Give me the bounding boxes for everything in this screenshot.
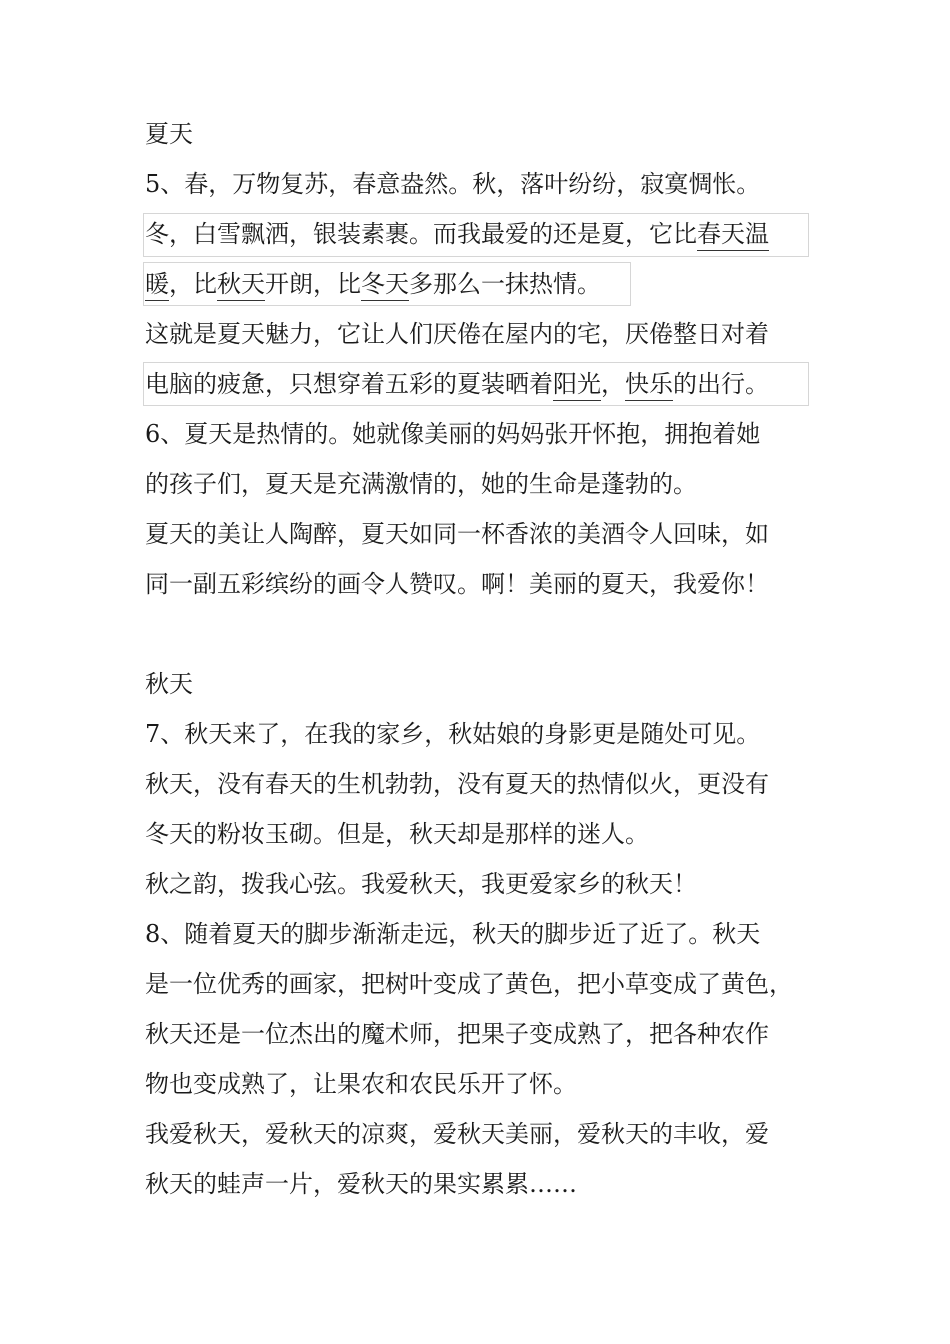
underlined-phrase: 冬天 (361, 270, 409, 301)
underlined-phrase: 阳光 (553, 370, 601, 401)
paragraph-line: 是一位优秀的画家，把树叶变成了黄色，把小草变成了黄色， (145, 970, 793, 998)
text-run: 的出行。 (673, 370, 769, 398)
paragraph-line: 秋天还是一位杰出的魔术师，把果子变成熟了，把各种农作 (145, 1020, 769, 1048)
paragraph-line: 秋天的蛙声一片，爱秋天的果实累累…… (145, 1170, 577, 1198)
paragraph-line (145, 368, 769, 400)
paragraph-line (145, 218, 769, 250)
paragraph-line: 6、夏天是热情的。她就像美丽的妈妈张开怀抱，拥抱着她 (145, 420, 761, 448)
paragraph-line: 秋天，没有春天的生机勃勃，没有夏天的热情似火，更没有 (145, 770, 769, 798)
text-run: ，比 (169, 270, 217, 298)
paragraph-line (145, 268, 601, 300)
paragraph-line: 的孩子们，夏天是充满激情的，她的生命是蓬勃的。 (145, 470, 697, 498)
paragraph-line: 5、春，万物复苏，春意盎然。秋，落叶纷纷，寂寞惆怅。 (145, 170, 761, 198)
text-run: 开朗，比 (265, 270, 361, 298)
text-run: 多那么一抹热情。 (409, 270, 601, 298)
paragraph-line: 我爱秋天，爱秋天的凉爽，爱秋天美丽，爱秋天的丰收，爱 (145, 1120, 769, 1148)
paragraph-line: 物也变成熟了，让果农和农民乐开了怀。 (145, 1070, 577, 1098)
underlined-phrase: 秋天 (217, 270, 265, 301)
paragraph-line: 夏天的美让人陶醉，夏天如同一杯香浓的美酒令人回味，如 (145, 520, 769, 548)
paragraph-line: 同一副五彩缤纷的画令人赞叹。啊！美丽的夏天，我爱你！ (145, 570, 769, 598)
underlined-phrase: 快乐 (625, 370, 673, 401)
text-run: 电脑的疲惫，只想穿着五彩的夏装晒着 (145, 370, 553, 398)
underlined-phrase: 春天温 (697, 220, 769, 251)
text-run: ， (601, 370, 625, 398)
paragraph-line: 8、随着夏天的脚步渐渐走远，秋天的脚步近了近了。秋天 (145, 920, 761, 948)
paragraph-line: 冬天的粉妆玉砌。但是，秋天却是那样的迷人。 (145, 820, 649, 848)
underlined-phrase: 暖 (145, 270, 169, 301)
paragraph-line: 秋之韵，拨我心弦。我爱秋天，我更爱家乡的秋天！ (145, 870, 697, 898)
section-heading-summer: 夏天 (145, 120, 193, 148)
paragraph-line: 7、秋天来了，在我的家乡，秋姑娘的身影更是随处可见。 (145, 720, 761, 748)
section-heading-autumn: 秋天 (145, 670, 193, 698)
paragraph-line: 这就是夏天魅力，它让人们厌倦在屋内的宅，厌倦整日对着 (145, 320, 769, 348)
text-run: 冬，白雪飘洒，银装素裹。而我最爱的还是夏，它比 (145, 220, 697, 248)
